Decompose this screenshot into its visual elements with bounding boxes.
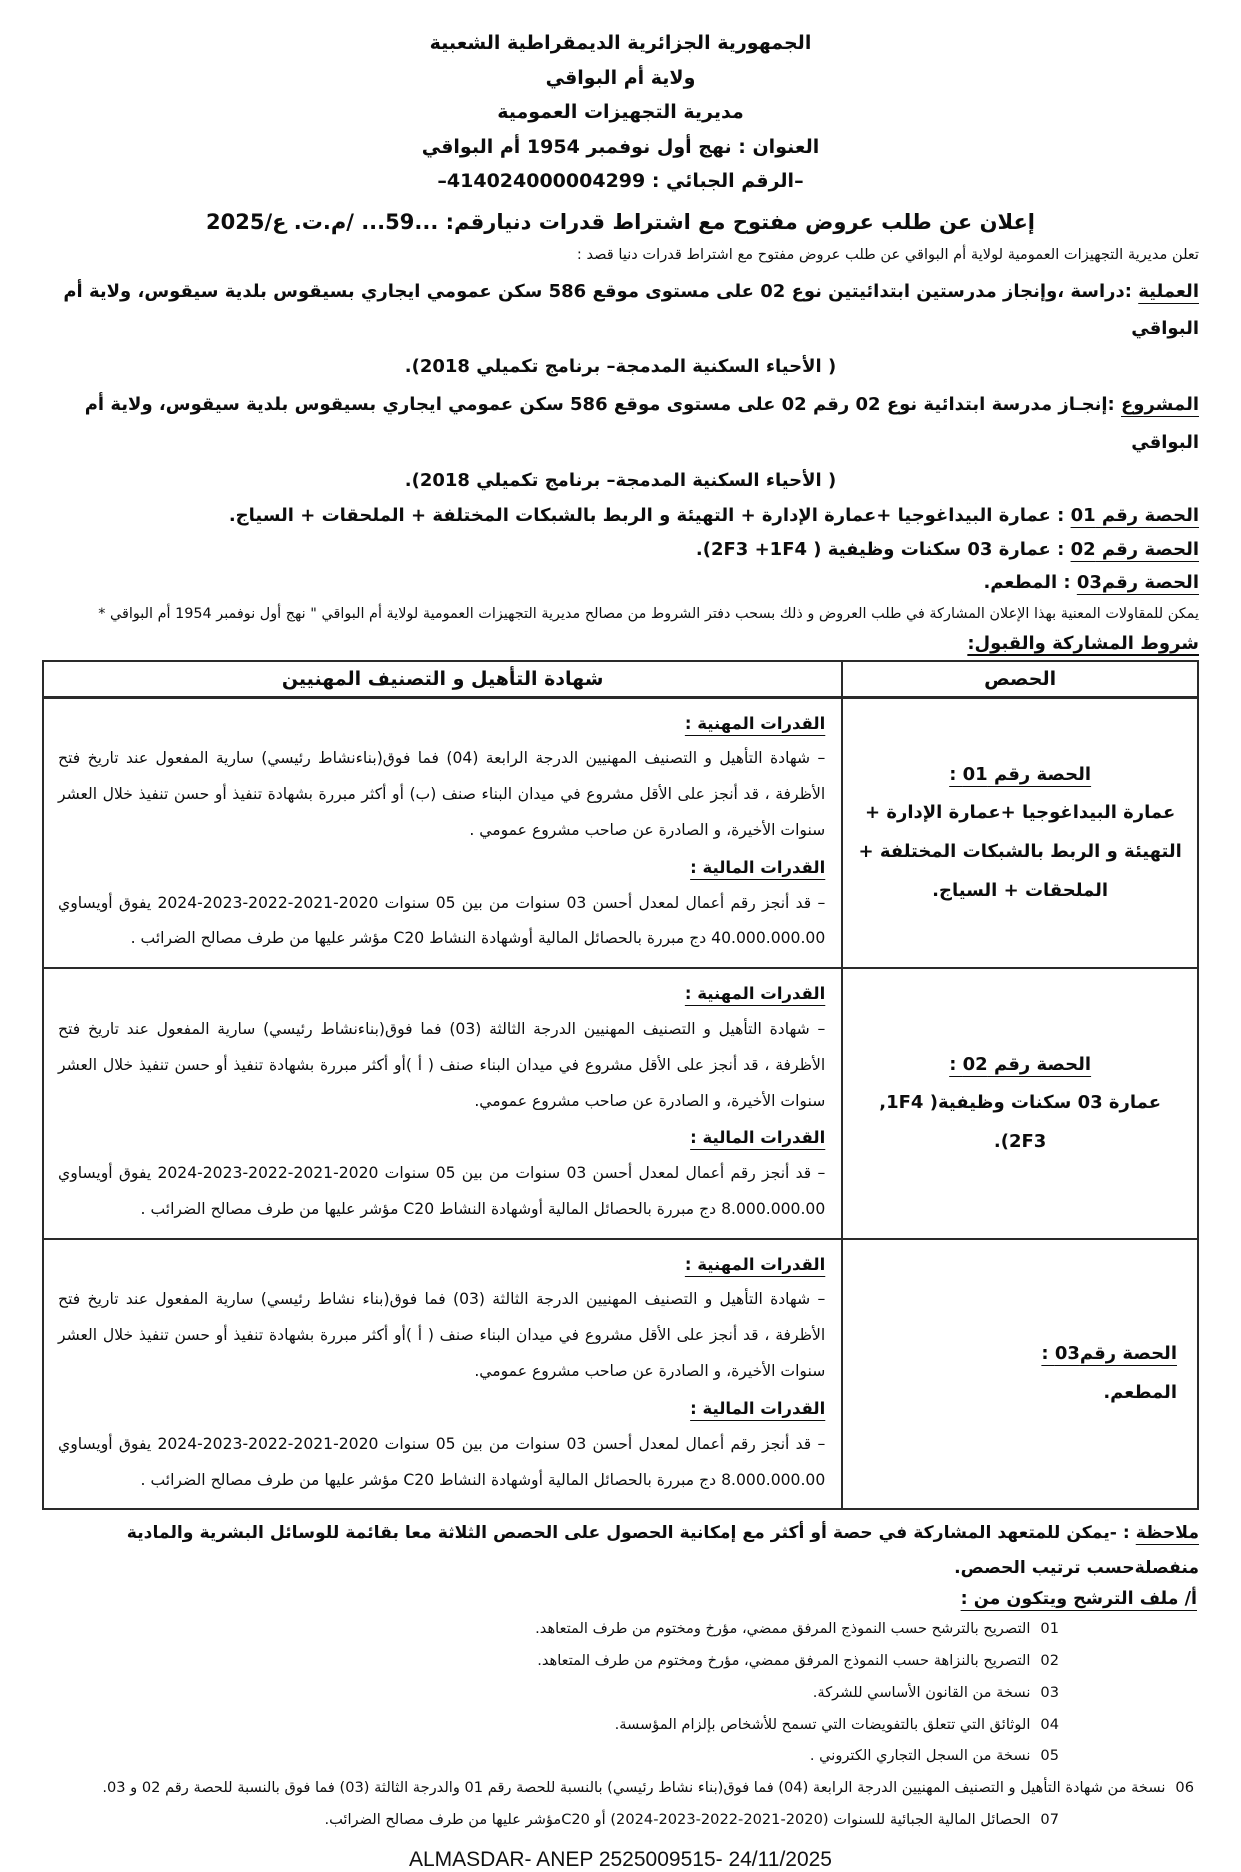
lot1-description: عمارة البيداغوجيا +عمارة الإدارة + التهيئة و الربط بالشبكات المختلفة + الملحقات + السياج. (858, 802, 1182, 901)
lot2-financial-label: القدرات المالية : (690, 1128, 826, 1148)
item-01-text: التصريح بالترشح حسب النموذج المرفق ممضي، مؤرخ ومختوم من طرف المتعاهد. (535, 1620, 1031, 1638)
item-02-text: التصريح بالنزاهة حسب النموذج المرفق ممضي، مؤرخ ومختوم من طرف المتعاهد. (537, 1652, 1031, 1670)
item-06-text: نسخة من شهادة التأهيل و التصنيف المهنيين الدرجة الرابعة (04) فما فوق(بناء نشاط رئيسي) بالنسبة للحصة رقم 01 والدرجة الثالثة (03) فما فوق بالنسبة للحصة رقم 02 و 03. (102, 1779, 1166, 1797)
header-tax-id: –الرقم الجبائي : 414024000004299– (437, 170, 804, 193)
lot3-description: المطعم. (1103, 1382, 1177, 1404)
lot1-financial-label: القدرات المالية : (690, 857, 826, 877)
operation-text: :دراسة ،وإنجاز مدرستين ابتدائيتين نوع 02 على مستوى موقع 586 سكن عمومي ايجاري بسيقوس بلدية سيقوس، ولاية أم البواقي (63, 280, 1199, 340)
item-03-text: نسخة من القانون الأساسي للشركة. (812, 1683, 1031, 1701)
item-07-number: 07 (1040, 1811, 1059, 1829)
lot1-cell (842, 697, 1198, 968)
lot2-financial-text: – قد أنجز رقم أعمال لمعدل أحسن 03 سنوات من بين 05 سنوات 2020‏-‏2021‏-‏2022‏-‏2023‏-‏2024 يفوق أويساوي 8.000.000.00 دج مبررة بالحصائل المالية أوشهادة النشاط C20 مؤشر عليها من طرف مصالح الضرائب . (58, 1164, 826, 1218)
lot2-title: الحصة رقم 02 : (949, 1053, 1092, 1075)
project-text: :إنجـاز مدرسة ابتدائية نوع 02 رقم 02 على مستوى موقع 586 سكن عمومي ايجاري بسيقوس بلدية سيقوس، ولاية أم البواقي (84, 394, 1199, 453)
item-05-number: 05 (1040, 1747, 1059, 1765)
lot3-professional-label: القدرات المهنية : (684, 1254, 826, 1274)
item-01-number: 01 (1040, 1620, 1059, 1638)
page-title: إعلان عن طلب عروض مفتوح مع اشتراط قدرات دنيارقم: ...59... /م.ت. ع/2025 (206, 209, 1035, 234)
table-header-row (43, 661, 1198, 698)
intro-paragraph: تعلن مديرية التجهيزات العمومية لولاية أم البواقي عن طلب عروض مفتوح مع اشتراط قدرات دنيا قصد : (576, 246, 1199, 264)
lot3-title: الحصة رقم03 : (1041, 1343, 1177, 1365)
lot1-professional-label: القدرات المهنية : (684, 713, 826, 733)
lot3-professional-text: – شهادة التأهيل و التصنيف المهنيين الدرجة الثالثة (03) فما فوق(بناء نشاط رئيسي) سارية المفعول عند تاريخ فتح الأظرفة ، قد أنجز على الأقل مشروع في ميدان البناء صنف ( أ )أو أكثر مبررة بشهادة تنفيذ أو حسن تنفيذ خلال العشر سنوات الأخيرة، و الصادرة عن صاحب مشروع عمومي. (58, 1290, 826, 1381)
item-03-number: 03 (1040, 1683, 1059, 1701)
lot1-title: الحصة رقم 01 : (949, 763, 1092, 785)
lot2-professional-label: القدرات المهنية : (684, 984, 826, 1004)
lot2-description: عمارة 03 سكنات وظيفية( 1F4,‏ 2F3). (879, 1092, 1162, 1152)
list-item-05 (42, 1740, 1059, 1772)
project-paragraph (42, 386, 1199, 462)
table-row-lot1 (43, 697, 1198, 968)
lot3-financial-label: القدرات المالية : (690, 1399, 826, 1419)
withdraw-note: يمكن للمقاولات المعنية بهذا الإعلان المشاركة في طلب العروض و ذلك بسحب دفتر الشروط من مصالح مديرية التجهيزات العمومية لولاية أم البواقي " نهج أول نوفمبر 1954 أم البواقي * (98, 606, 1199, 623)
project-program-line: ( الأحياء السكنية المدمجة– برنامج تكميلي 2018). (404, 469, 837, 491)
lot-line-2 (42, 533, 1199, 566)
lot1-financial-text: – قد أنجز رقم أعمال لمعدل أحسن 03 سنوات من بين 05 سنوات 2020‏-‏2021‏-‏2022‏-‏2023‏-‏2024 يفوق أويساوي 40.000.000.00 دج مبررة بالحصائل المالية أوشهادة النشاط C20 مؤشر عليها من طرف مصالح الضرائب . (58, 893, 826, 948)
project-label: المشروع (1121, 394, 1199, 416)
list-item-01 (42, 1613, 1059, 1645)
column-header-certificate: شهادة التأهيل و التصنيف المهنيين (43, 661, 842, 698)
lot3-requirements-cell (43, 1239, 842, 1510)
column-header-lots: الحصص (842, 661, 1198, 698)
list-item-07 (42, 1804, 1059, 1836)
lot-1-text: : عمارة البيداغوجيا +عمارة الإدارة + التهيئة و الربط بالشبكات المختلفة + الملحقات + السياج. (228, 505, 1071, 527)
anep-footer: ALMASDAR- ANEP 2525009515- 24/11/2025 (408, 1847, 832, 1871)
remark-label: ملاحظة (1135, 1523, 1199, 1544)
list-item-06 (42, 1772, 1194, 1804)
lot-2-label: الحصة رقم 02 (1070, 538, 1199, 560)
remark-text: : -يمكن للمتعهد المشاركة في حصة أو أكثر مع إمكانية الحصول على الحصص الثلاثة معا بقائمة للوسائل البشرية والمادية منفصلةحسب ترتيب الحصص. (126, 1523, 1199, 1578)
list-item-04 (42, 1709, 1059, 1741)
item-04-number: 04 (1040, 1715, 1059, 1733)
lot1-professional-text: – شهادة التأهيل و التصنيف المهنيين الدرجة الرابعة (04) فما فوق(بناءنشاط رئيسي) سارية المفعول عند تاريخ فتح الأظرفة ، قد أنجز على الأقل مشروع في ميدان البناء صنف (ب) أو أكثر مبررة بشهادة تنفيذ أو حسن تنفيذ خلال العشر سنوات الأخيرة، و الصادرة عن صاحب مشروع عمومي . (58, 749, 826, 840)
item-04-text: الوثائق التي تتعلق بالتفويضات التي تسمح للأشخاص بإلزام المؤسسة. (614, 1715, 1031, 1733)
header-address: العنوان : نهج أول نوفمبر 1954 أم البواقي (421, 135, 820, 158)
header-directorate: مديرية التجهيزات العمومية (497, 101, 744, 124)
operation-label: العملية (1138, 280, 1199, 302)
lot2-requirements-cell (43, 968, 842, 1239)
lot2-cell (842, 968, 1198, 1239)
list-item-03 (42, 1677, 1059, 1709)
lot2-professional-text: – شهادة التأهيل و التصنيف المهنيين الدرجة الثالثة (03) فما فوق(بناءنشاط رئيسي) سارية المفعول عند تاريخ فتح الأظرفة ، قد أنجز على الأقل مشروع في ميدان البناء صنف ( أ )أو أكثر مبررة بشهادة تنفيذ أو حسن تنفيذ خلال العشر سنوات الأخيرة، و الصادرة عن صاحب مشروع عمومي. (58, 1019, 826, 1110)
lot-line-1 (42, 499, 1199, 532)
operation-program-line: ( الأحياء السكنية المدمجة– برنامج تكميلي 2018). (404, 356, 837, 378)
table-row-lot2 (43, 968, 1198, 1239)
conditions-table (42, 660, 1199, 1511)
conditions-title: شروط المشاركة والقبول: (967, 632, 1199, 654)
item-07-text: الحصائل المالية الجبائية للسنوات (2020‏-‏2021‏-‏2022‏-‏2023‏-‏2024) أو C20مؤشر عليها من طرف مصالح الضرائب. (324, 1811, 1031, 1829)
lot-1-label: الحصة رقم 01 (1070, 505, 1199, 527)
lot3-cell (842, 1239, 1198, 1510)
lot1-requirements-cell (43, 697, 842, 968)
lot-3-label: الحصة رقم03 (1076, 572, 1199, 594)
header-wilaya: ولاية أم البواقي (545, 66, 696, 89)
lot-3-text: : المطعم. (983, 572, 1077, 594)
candidacy-file-title-text: أ/ ملف الترشح ويتكون من : (960, 1589, 1197, 1610)
table-row-lot3 (43, 1239, 1198, 1510)
remark-paragraph (42, 1516, 1199, 1585)
candidacy-file-list (42, 1613, 1199, 1836)
item-02-number: 02 (1040, 1652, 1059, 1670)
header-country: الجمهورية الجزائرية الديمقراطية الشعبية (429, 32, 812, 54)
operation-paragraph (42, 273, 1199, 349)
candidacy-file-title (42, 1589, 1197, 1609)
lot-2-text: : عمارة 03 سكنات وظيفية ( 1F4+‏ 2F3). (695, 538, 1071, 560)
lot-line-3 (42, 566, 1199, 599)
item-05-text: نسخة من السجل التجاري الكتروني . (809, 1747, 1031, 1765)
lot3-financial-text: – قد أنجز رقم أعمال لمعدل أحسن 03 سنوات من بين 05 سنوات 2020‏-‏2021‏-‏2022‏-‏2023‏-‏2024 يفوق أويساوي 8.000.000.00 دج مبررة بالحصائل المالية أوشهادة النشاط C20 مؤشر عليها من طرف مصالح الضرائب . (58, 1434, 826, 1489)
list-item-02 (42, 1645, 1059, 1677)
item-06-number: 06 (1175, 1779, 1194, 1797)
